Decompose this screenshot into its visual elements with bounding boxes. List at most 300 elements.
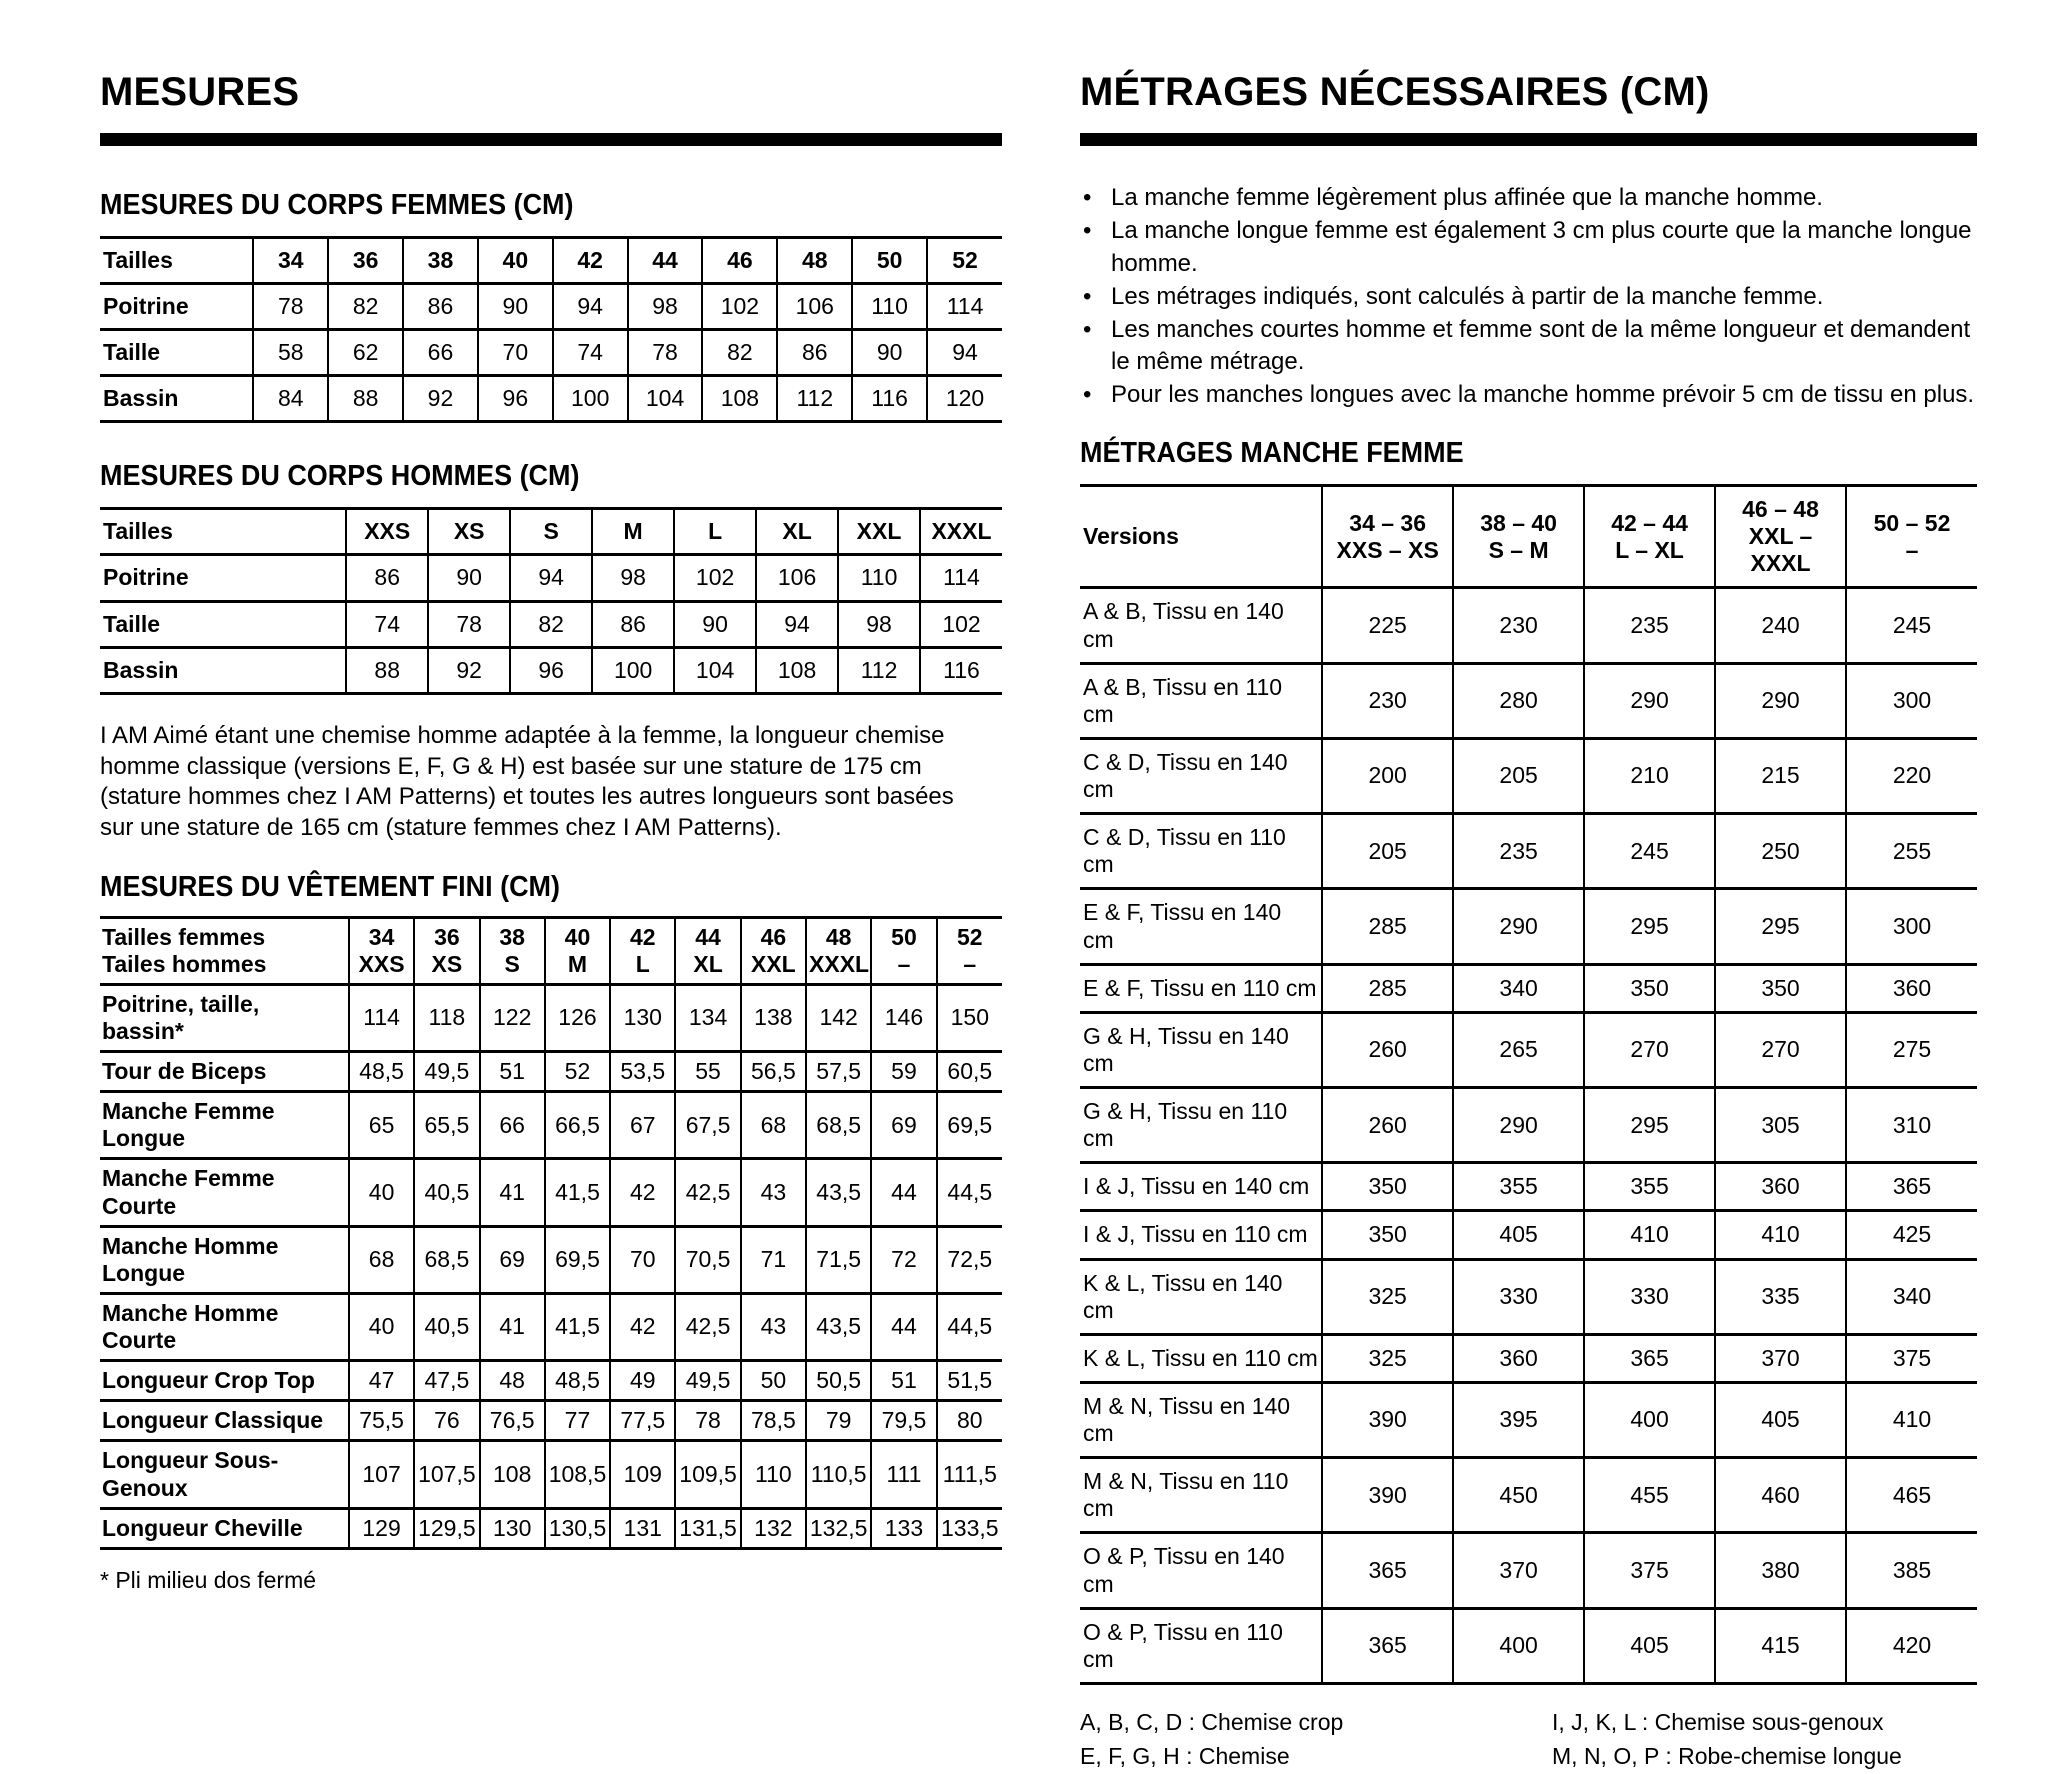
row-label-cell: C & D, Tissu en 140 cm <box>1080 738 1322 813</box>
value-cell: 138 <box>741 984 806 1051</box>
value-cell: 111,5 <box>937 1441 1002 1508</box>
value-cell: 102 <box>702 284 777 330</box>
table-row <box>1080 1458 1977 1533</box>
header-label-cell: Tailles femmes Tailes hommes <box>100 917 349 984</box>
value-cell: 69,5 <box>545 1226 610 1293</box>
value-cell: 350 <box>1584 964 1715 1012</box>
value-cell: 365 <box>1322 1608 1453 1683</box>
value-cell: 96 <box>510 647 592 693</box>
row-label-cell: I & J, Tissu en 110 cm <box>1080 1211 1322 1259</box>
value-cell: 355 <box>1453 1163 1584 1211</box>
value-cell: 205 <box>1322 814 1453 889</box>
table-row <box>100 601 1002 647</box>
value-cell: 94 <box>756 601 838 647</box>
value-cell: 86 <box>346 555 428 601</box>
value-cell: 72 <box>871 1226 936 1293</box>
header-size-cell: 34 XXS <box>349 917 414 984</box>
value-cell: 110,5 <box>806 1441 871 1508</box>
row-label-cell: E & F, Tissu en 110 cm <box>1080 964 1322 1012</box>
value-cell: 62 <box>328 330 403 376</box>
header-label-cell: Tailles <box>100 237 253 283</box>
row-label-cell: Tour de Biceps <box>100 1052 349 1092</box>
value-cell: 405 <box>1453 1211 1584 1259</box>
value-cell: 60,5 <box>937 1052 1002 1092</box>
value-cell: 360 <box>1715 1163 1846 1211</box>
value-cell: 200 <box>1322 738 1453 813</box>
value-cell: 98 <box>838 601 920 647</box>
value-cell: 108 <box>756 647 838 693</box>
header-size-cell: 34 <box>253 237 328 283</box>
value-cell: 245 <box>1846 588 1977 663</box>
header-size-cell: 48 XXXL <box>806 917 871 984</box>
value-cell: 88 <box>328 376 403 422</box>
value-cell: 275 <box>1846 1012 1977 1087</box>
value-cell: 365 <box>1846 1163 1977 1211</box>
value-cell: 109 <box>610 1441 675 1508</box>
value-cell: 114 <box>920 555 1002 601</box>
value-cell: 70 <box>478 330 553 376</box>
value-cell: 130 <box>610 984 675 1051</box>
value-cell: 75,5 <box>349 1401 414 1441</box>
value-cell: 79,5 <box>871 1401 936 1441</box>
header-size-cell: 40 <box>478 237 553 283</box>
value-cell: 53,5 <box>610 1052 675 1092</box>
table-row <box>1080 1334 1977 1382</box>
table-vetement-fini <box>100 916 1002 1550</box>
value-cell: 330 <box>1584 1259 1715 1334</box>
value-cell: 350 <box>1715 964 1846 1012</box>
value-cell: 112 <box>838 647 920 693</box>
value-cell: 325 <box>1322 1259 1453 1334</box>
table-row <box>1080 1211 1977 1259</box>
value-cell: 114 <box>349 984 414 1051</box>
value-cell: 88 <box>346 647 428 693</box>
value-cell: 122 <box>480 984 545 1051</box>
value-cell: 106 <box>777 284 852 330</box>
value-cell: 380 <box>1715 1533 1846 1608</box>
row-label-cell: C & D, Tissu en 110 cm <box>1080 814 1322 889</box>
value-cell: 146 <box>871 984 936 1051</box>
value-cell: 68 <box>349 1226 414 1293</box>
heading-metrages-manche-femme: MÉTRAGES MANCHE FEMME <box>1080 437 1464 470</box>
value-cell: 80 <box>937 1401 1002 1441</box>
value-cell: 300 <box>1846 889 1977 964</box>
value-cell: 50,5 <box>806 1361 871 1401</box>
value-cell: 82 <box>510 601 592 647</box>
value-cell: 205 <box>1453 738 1584 813</box>
header-size-cell: 50 – <box>871 917 936 984</box>
value-cell: 370 <box>1453 1533 1584 1608</box>
value-cell: 43 <box>741 1159 806 1226</box>
value-cell: 150 <box>937 984 1002 1051</box>
bullet-item: • La manche longue femme est également 3 cm plus courte que la manche longue homme. <box>1080 215 1977 281</box>
value-cell: 390 <box>1322 1382 1453 1457</box>
row-label-cell: G & H, Tissu en 110 cm <box>1080 1088 1322 1163</box>
value-cell: 110 <box>852 284 927 330</box>
value-cell: 47 <box>349 1361 414 1401</box>
row-label-cell: Bassin <box>103 656 179 683</box>
value-cell: 295 <box>1584 889 1715 964</box>
value-cell: 265 <box>1453 1012 1584 1087</box>
value-cell: 43,5 <box>806 1293 871 1360</box>
header-size-cell: XS <box>428 509 510 555</box>
legend-line: E, F, G, H : Chemise <box>1080 1743 1290 1770</box>
value-cell: 66 <box>480 1092 545 1159</box>
value-cell: 108,5 <box>545 1441 610 1508</box>
column-metrages <box>1080 70 1977 1774</box>
value-cell: 340 <box>1453 964 1584 1012</box>
table-header-row <box>1080 486 1977 588</box>
heading-corps-femmes: MESURES DU CORPS FEMMES (CM) <box>100 189 574 221</box>
header-size-cell: 44 XL <box>675 917 740 984</box>
value-cell: 42 <box>610 1159 675 1226</box>
row-label-cell: M & N, Tissu en 110 cm <box>1080 1458 1322 1533</box>
value-cell: 107 <box>349 1441 414 1508</box>
value-cell: 41,5 <box>545 1293 610 1360</box>
table-row <box>100 376 1002 422</box>
value-cell: 42,5 <box>675 1293 740 1360</box>
value-cell: 107,5 <box>414 1441 479 1508</box>
value-cell: 57,5 <box>806 1052 871 1092</box>
table-row <box>1080 1382 1977 1457</box>
value-cell: 68 <box>741 1092 806 1159</box>
value-cell: 455 <box>1584 1458 1715 1533</box>
header-size-cell: L <box>674 509 756 555</box>
bullet-item: • La manche femme légèrement plus affinée que la manche homme. <box>1080 182 1977 215</box>
title-rule-left <box>100 133 1002 146</box>
value-cell: 134 <box>675 984 740 1051</box>
value-cell: 78 <box>253 284 328 330</box>
row-label-cell: A & B, Tissu en 140 cm <box>1080 588 1322 663</box>
value-cell: 74 <box>346 601 428 647</box>
value-cell: 300 <box>1846 663 1977 738</box>
value-cell: 375 <box>1846 1334 1977 1382</box>
header-size-cell: 36 <box>328 237 403 283</box>
header-size-cell: 46 XXL <box>741 917 806 984</box>
value-cell: 210 <box>1584 738 1715 813</box>
value-cell: 130,5 <box>545 1508 610 1548</box>
value-cell: 290 <box>1715 663 1846 738</box>
value-cell: 355 <box>1584 1163 1715 1211</box>
table-row <box>1080 663 1977 738</box>
value-cell: 70,5 <box>675 1226 740 1293</box>
header-size-cell: XXL <box>838 509 920 555</box>
row-label-cell: K & L, Tissu en 140 cm <box>1080 1259 1322 1334</box>
value-cell: 69 <box>871 1092 936 1159</box>
value-cell: 40 <box>349 1159 414 1226</box>
table-row <box>1080 1259 1977 1334</box>
value-cell: 92 <box>428 647 510 693</box>
value-cell: 131 <box>610 1508 675 1548</box>
header-label-cell: Versions <box>1080 486 1322 588</box>
value-cell: 100 <box>592 647 674 693</box>
value-cell: 90 <box>478 284 553 330</box>
table-row <box>100 1092 1002 1159</box>
value-cell: 66,5 <box>545 1092 610 1159</box>
value-cell: 78 <box>428 601 510 647</box>
value-cell: 425 <box>1846 1211 1977 1259</box>
header-size-cell: S <box>510 509 592 555</box>
value-cell: 76 <box>414 1401 479 1441</box>
table-header-row <box>100 917 1002 984</box>
header-size-cell: 50 <box>852 237 927 283</box>
value-cell: 360 <box>1846 964 1977 1012</box>
row-label-cell: K & L, Tissu en 110 cm <box>1080 1334 1322 1382</box>
row-label-cell: Taille <box>100 601 346 647</box>
value-cell: 142 <box>806 984 871 1051</box>
table-row <box>1080 889 1977 964</box>
value-cell: 114 <box>927 284 1002 330</box>
value-cell: 78 <box>675 1401 740 1441</box>
row-label-cell: O & P, Tissu en 140 cm <box>1080 1533 1322 1608</box>
bullet-item: • Pour les manches longues avec la manche homme prévoir 5 cm de tissu en plus. <box>1080 379 1977 412</box>
table-header-row <box>100 237 1002 283</box>
value-cell: 41 <box>480 1159 545 1226</box>
header-size-cell: 34 – 36 XXS – XS <box>1322 486 1453 588</box>
value-cell: 51,5 <box>937 1361 1002 1401</box>
header-size-cell: XXXL <box>920 509 1002 555</box>
row-label-cell: Manche Femme Courte <box>100 1159 349 1226</box>
row-label-cell: Longueur Sous-Genoux <box>100 1441 349 1508</box>
value-cell: 295 <box>1584 1088 1715 1163</box>
value-cell: 44,5 <box>937 1159 1002 1226</box>
value-cell: 330 <box>1453 1259 1584 1334</box>
table-row <box>1080 1533 1977 1608</box>
value-cell: 86 <box>592 601 674 647</box>
value-cell: 133,5 <box>937 1508 1002 1548</box>
page-title-metrages: MÉTRAGES NÉCESSAIRES (CM) <box>1080 70 1710 114</box>
value-cell: 106 <box>756 555 838 601</box>
value-cell: 365 <box>1322 1533 1453 1608</box>
row-label-cell: Longueur Crop Top <box>100 1361 349 1401</box>
header-size-cell: 42 – 44 L – XL <box>1584 486 1715 588</box>
value-cell: 42,5 <box>675 1159 740 1226</box>
value-cell: 48,5 <box>349 1052 414 1092</box>
table-row <box>100 1159 1002 1226</box>
value-cell: 360 <box>1453 1334 1584 1382</box>
stature-note: I AM Aimé étant une chemise homme adaptée à la femme, la longueur chemise homme classique (versions E, F, G & H) est basée sur une stature de 175 cm (stature hommes chez I AM Patterns) et toutes les autres longueurs sont basées sur une stature de 165 cm (stature femmes chez I AM Patterns). <box>100 721 954 841</box>
header-size-cell: M <box>592 509 674 555</box>
header-size-cell: XL <box>756 509 838 555</box>
value-cell: 290 <box>1453 1088 1584 1163</box>
value-cell: 48,5 <box>545 1361 610 1401</box>
value-cell: 365 <box>1584 1334 1715 1382</box>
value-cell: 230 <box>1322 663 1453 738</box>
value-cell: 79 <box>806 1401 871 1441</box>
heading-vetement-fini: MESURES DU VÊTEMENT FINI (CM) <box>100 870 561 903</box>
table-row <box>1080 964 1977 1012</box>
bullet-item: • Les manches courtes homme et femme sont de la même longueur et demandent le même métrage. <box>1080 314 1977 380</box>
value-cell: 285 <box>1322 889 1453 964</box>
row-label-cell: Poitrine, taille, bassin* <box>100 984 349 1051</box>
value-cell: 82 <box>702 330 777 376</box>
value-cell: 110 <box>838 555 920 601</box>
header-size-cell: 42 L <box>610 917 675 984</box>
value-cell: 68,5 <box>414 1226 479 1293</box>
value-cell: 48 <box>480 1361 545 1401</box>
value-cell: 415 <box>1715 1608 1846 1683</box>
value-cell: 94 <box>510 555 592 601</box>
value-cell: 102 <box>674 555 756 601</box>
value-cell: 400 <box>1584 1382 1715 1457</box>
header-size-cell: 42 <box>553 237 628 283</box>
header-size-cell: 46 <box>702 237 777 283</box>
value-cell: 86 <box>777 330 852 376</box>
value-cell: 285 <box>1322 964 1453 1012</box>
value-cell: 116 <box>852 376 927 422</box>
value-cell: 390 <box>1322 1458 1453 1533</box>
value-cell: 66 <box>403 330 478 376</box>
value-cell: 100 <box>553 376 628 422</box>
value-cell: 108 <box>480 1441 545 1508</box>
value-cell: 118 <box>414 984 479 1051</box>
value-cell: 40,5 <box>414 1159 479 1226</box>
value-cell: 76,5 <box>480 1401 545 1441</box>
value-cell: 72,5 <box>937 1226 1002 1293</box>
value-cell: 42 <box>610 1293 675 1360</box>
row-label-cell: O & P, Tissu en 110 cm <box>1083 1618 1283 1672</box>
value-cell: 78,5 <box>741 1401 806 1441</box>
value-cell: 129 <box>349 1508 414 1548</box>
value-cell: 52 <box>545 1052 610 1092</box>
value-cell: 82 <box>328 284 403 330</box>
value-cell: 132,5 <box>806 1508 871 1548</box>
value-cell: 77,5 <box>610 1401 675 1441</box>
value-cell: 55 <box>675 1052 740 1092</box>
value-cell: 51 <box>480 1052 545 1092</box>
table-row <box>100 555 1002 601</box>
header-size-cell: 52 <box>927 237 1002 283</box>
header-size-cell: 40 M <box>545 917 610 984</box>
value-cell: 350 <box>1322 1163 1453 1211</box>
header-size-cell: 44 <box>628 237 703 283</box>
value-cell: 460 <box>1715 1458 1846 1533</box>
table-row <box>100 1052 1002 1092</box>
value-cell: 69,5 <box>937 1092 1002 1159</box>
row-label-cell: Longueur Classique <box>100 1401 349 1441</box>
header-size-cell: 46 – 48 XXL – XXXL <box>1715 486 1846 588</box>
value-cell: 67 <box>610 1092 675 1159</box>
row-label-cell: A & B, Tissu en 110 cm <box>1080 663 1322 738</box>
value-cell: 41,5 <box>545 1159 610 1226</box>
header-size-cell: 36 XS <box>414 917 479 984</box>
column-mesures <box>100 70 1002 1594</box>
row-label-cell: Poitrine <box>100 284 253 330</box>
header-size-cell: 50 – 52 – <box>1846 486 1977 588</box>
value-cell: 340 <box>1846 1259 1977 1334</box>
value-cell: 68,5 <box>806 1092 871 1159</box>
value-cell: 41 <box>480 1293 545 1360</box>
table-corps-femmes <box>100 236 1002 424</box>
table-row <box>100 1293 1002 1360</box>
value-cell: 92 <box>403 376 478 422</box>
table-row <box>100 984 1002 1051</box>
value-cell: 250 <box>1715 814 1846 889</box>
row-label-cell: Bassin <box>103 385 179 412</box>
versions-legend-right <box>1552 1705 1902 1774</box>
value-cell: 450 <box>1453 1458 1584 1533</box>
value-cell: 126 <box>545 984 610 1051</box>
value-cell: 49,5 <box>675 1361 740 1401</box>
value-cell: 110 <box>741 1441 806 1508</box>
value-cell: 67,5 <box>675 1092 740 1159</box>
value-cell: 410 <box>1715 1211 1846 1259</box>
value-cell: 370 <box>1715 1334 1846 1382</box>
table-row <box>1080 1608 1977 1683</box>
value-cell: 290 <box>1453 889 1584 964</box>
value-cell: 98 <box>628 284 703 330</box>
table-metrages-manche-femme <box>1080 484 1977 1685</box>
value-cell: 109,5 <box>675 1441 740 1508</box>
legend-line: A, B, C, D : Chemise crop <box>1080 1708 1344 1735</box>
row-label-cell: I & J, Tissu en 140 cm <box>1080 1163 1322 1211</box>
value-cell: 465 <box>1846 1458 1977 1533</box>
value-cell: 410 <box>1584 1211 1715 1259</box>
value-cell: 280 <box>1453 663 1584 738</box>
table-row <box>1080 1012 1977 1087</box>
row-label-cell: G & H, Tissu en 140 cm <box>1080 1012 1322 1087</box>
value-cell: 94 <box>553 284 628 330</box>
value-cell: 235 <box>1453 814 1584 889</box>
header-label-cell: Tailles <box>100 509 346 555</box>
header-size-cell: 38 – 40 S – M <box>1453 486 1584 588</box>
value-cell: 44 <box>871 1159 936 1226</box>
value-cell: 410 <box>1846 1382 1977 1457</box>
row-label-cell: Taille <box>100 330 253 376</box>
header-size-cell: 38 S <box>480 917 545 984</box>
heading-corps-hommes: MESURES DU CORPS HOMMES (CM) <box>100 460 580 493</box>
value-cell: 56,5 <box>741 1052 806 1092</box>
value-cell: 111 <box>871 1441 936 1508</box>
value-cell: 133 <box>871 1508 936 1548</box>
value-cell: 335 <box>1715 1259 1846 1334</box>
table-row <box>1080 1163 1977 1211</box>
legend-line: I, J, K, L : Chemise sous-genoux <box>1552 1708 1884 1735</box>
value-cell: 270 <box>1715 1012 1846 1087</box>
row-label-cell: E & F, Tissu en 140 cm <box>1080 889 1322 964</box>
value-cell: 59 <box>871 1052 936 1092</box>
value-cell: 240 <box>1715 588 1846 663</box>
table-row <box>1080 588 1977 663</box>
header-size-cell: 52 – <box>937 917 1002 984</box>
header-size-cell: XXS <box>346 509 428 555</box>
footnote-pli: * Pli milieu dos fermé <box>100 1566 317 1593</box>
row-label-cell: Manche Homme Longue <box>100 1226 349 1293</box>
table-row <box>100 647 1002 693</box>
value-cell: 98 <box>592 555 674 601</box>
value-cell: 104 <box>628 376 703 422</box>
value-cell: 132 <box>741 1508 806 1548</box>
row-label-cell: Manche Femme Longue <box>100 1092 349 1159</box>
value-cell: 90 <box>674 601 756 647</box>
value-cell: 350 <box>1322 1211 1453 1259</box>
value-cell: 50 <box>741 1361 806 1401</box>
value-cell: 245 <box>1584 814 1715 889</box>
value-cell: 130 <box>480 1508 545 1548</box>
table-header-row <box>100 509 1002 555</box>
value-cell: 69 <box>480 1226 545 1293</box>
versions-legend <box>1080 1705 1977 1774</box>
value-cell: 310 <box>1846 1088 1977 1163</box>
header-size-cell: 48 <box>777 237 852 283</box>
value-cell: 225 <box>1322 588 1453 663</box>
value-cell: 77 <box>545 1401 610 1441</box>
table-corps-hommes <box>100 507 1002 695</box>
header-size-cell: 38 <box>403 237 478 283</box>
value-cell: 40,5 <box>414 1293 479 1360</box>
value-cell: 325 <box>1322 1334 1453 1382</box>
value-cell: 78 <box>628 330 703 376</box>
